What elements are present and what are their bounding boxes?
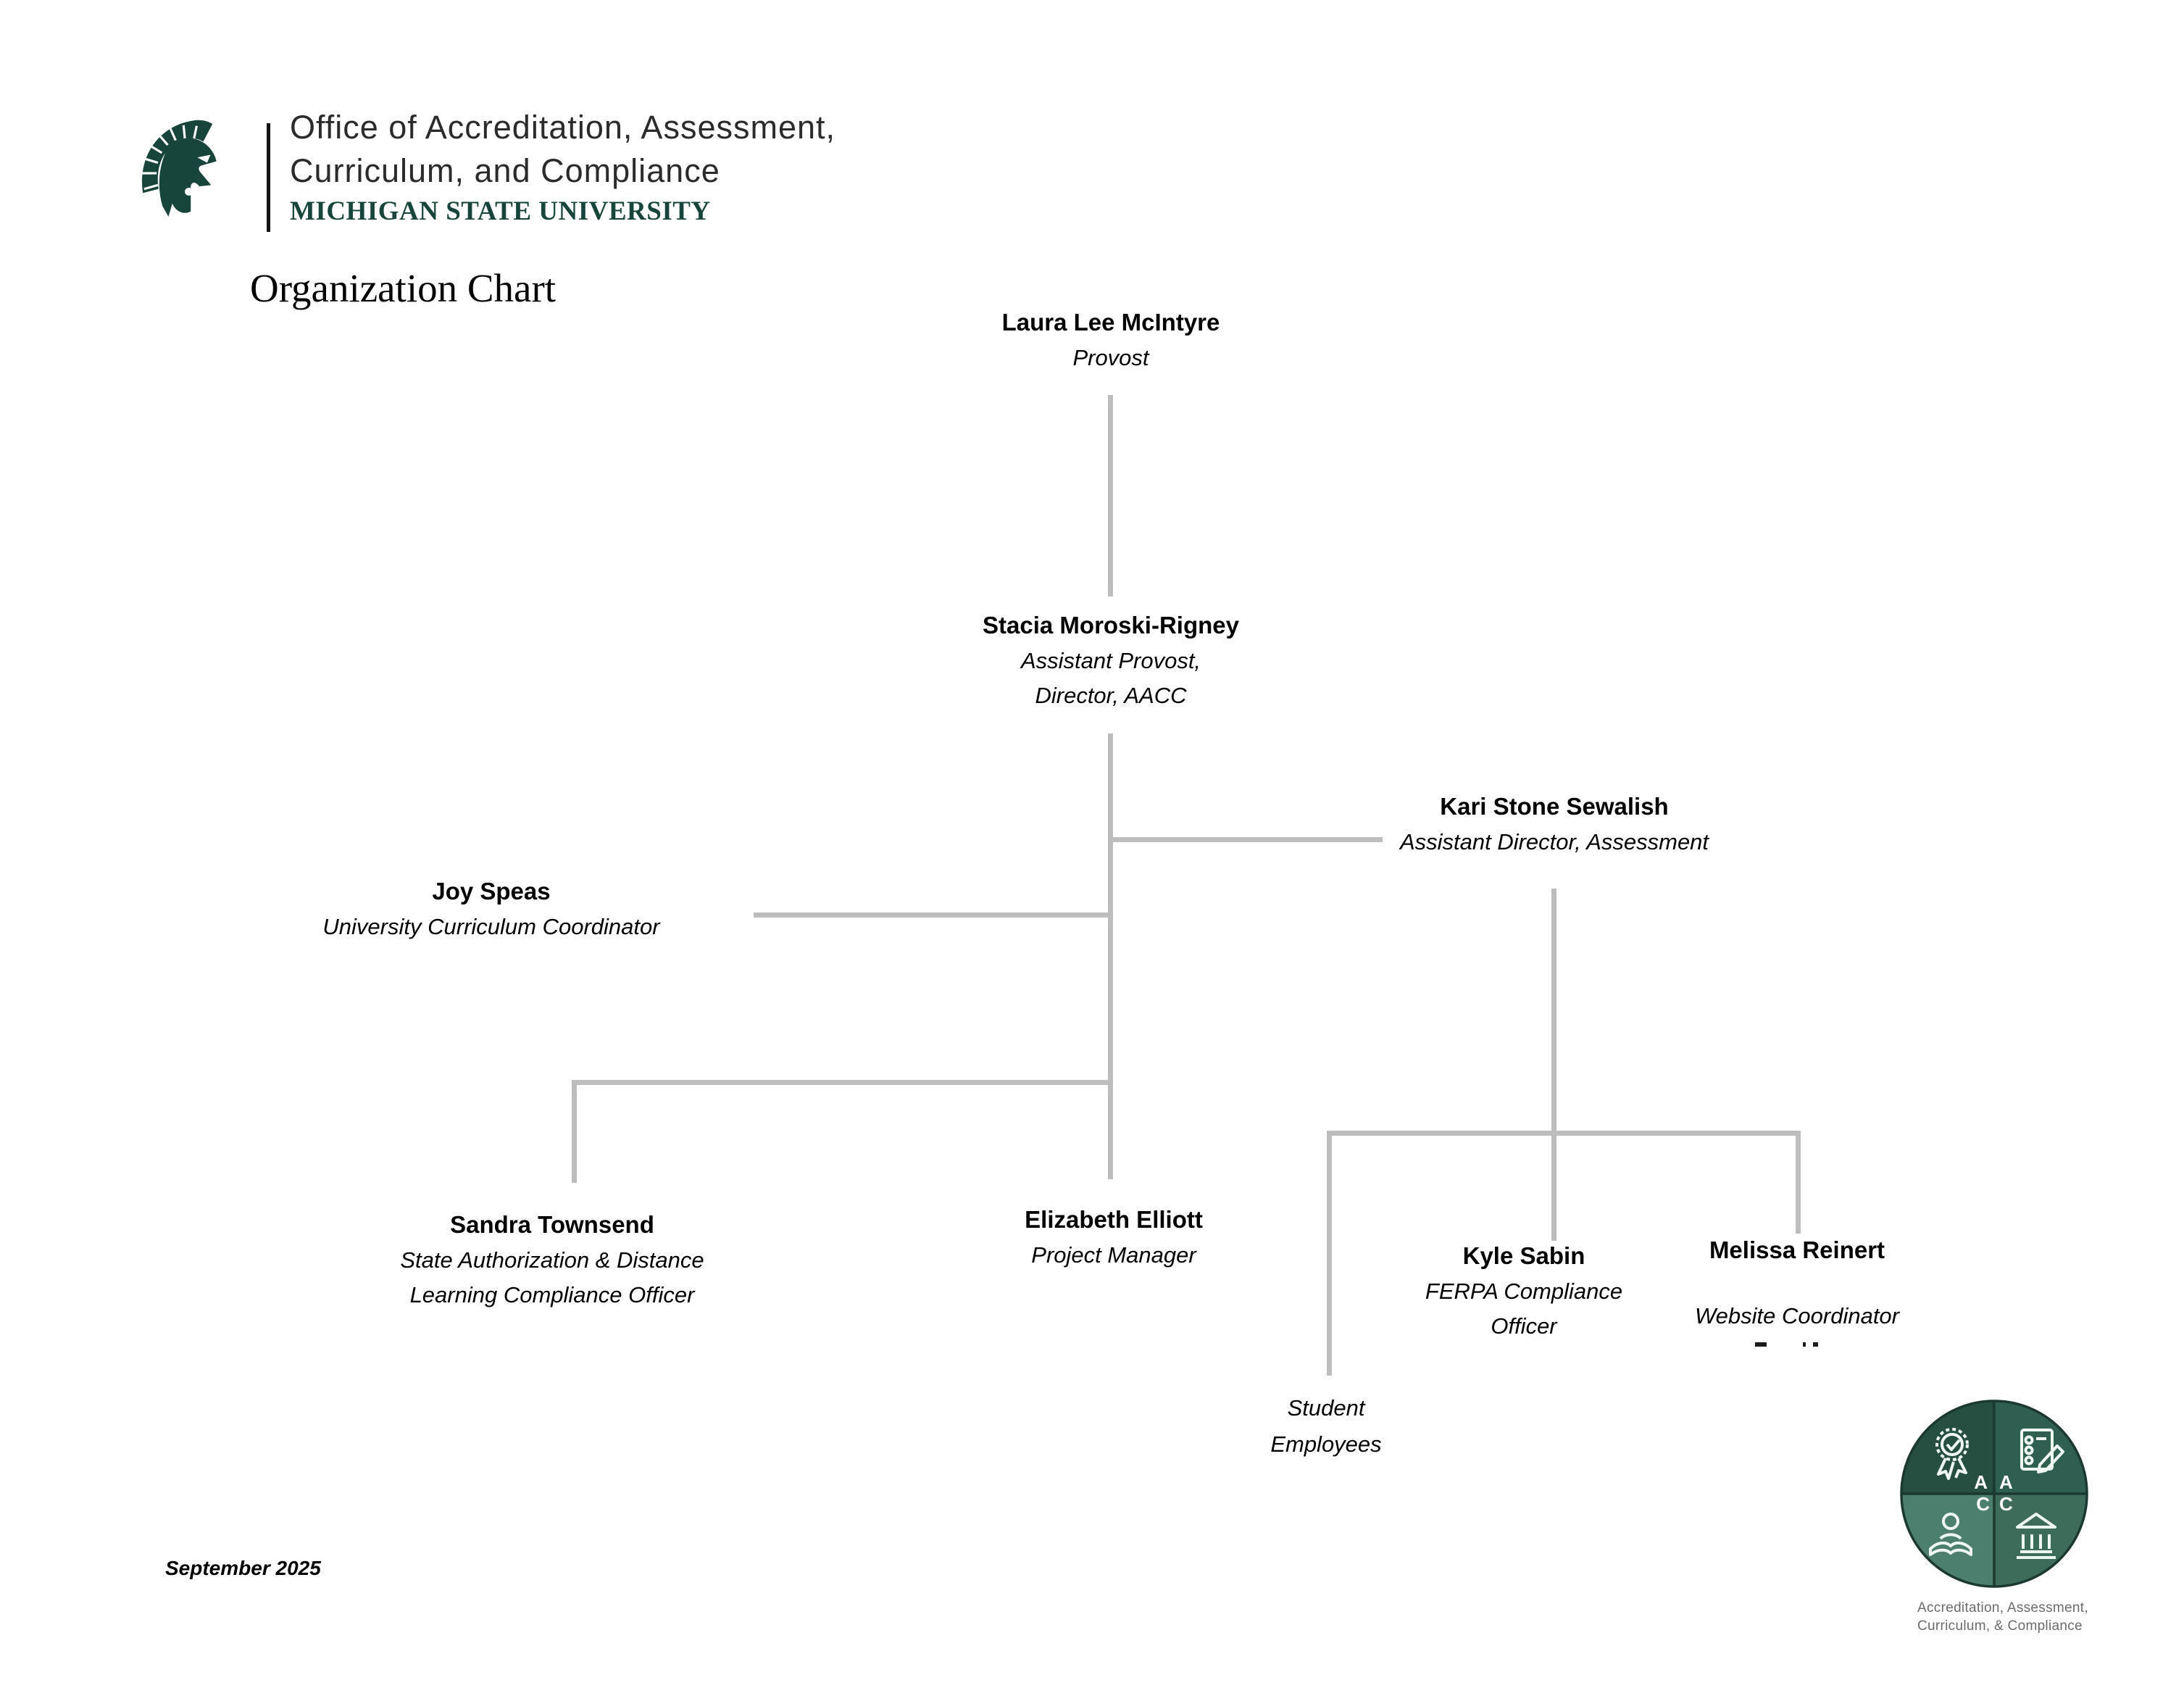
- person-role: Website Coordinator: [1694, 1303, 1899, 1329]
- org-node-director: [857, 607, 1364, 713]
- connector-to-state-auth: [572, 1080, 577, 1183]
- org-node-state-auth: [299, 1207, 806, 1313]
- logo-letter-c2: C: [1999, 1493, 2013, 1515]
- person-role: University Curriculum Coordinator: [322, 914, 660, 939]
- person-role: Director, AACC: [1035, 683, 1187, 708]
- person-role: Provost: [1072, 345, 1149, 370]
- connector-assessment-children: [1327, 1131, 1801, 1136]
- university-name: MICHIGAN STATE UNIVERSITY: [290, 196, 711, 226]
- connector-to-website: [1796, 1131, 1801, 1234]
- person-name: Kari Stone Sewalish: [1440, 793, 1669, 820]
- person-role: FERPA Compliance: [1425, 1279, 1623, 1304]
- clipped-text-fragment: [1755, 1342, 1842, 1348]
- connector-left-children: [572, 1080, 1113, 1085]
- caption-line1: Accreditation, Assessment,: [1917, 1600, 2088, 1616]
- caption-line2: Curriculum, & Compliance: [1917, 1618, 2083, 1634]
- person-name: Laura Lee McIntyre: [1001, 309, 1220, 336]
- logo-letter-c1: C: [1976, 1493, 1990, 1515]
- org-node-provost: [857, 304, 1364, 375]
- org-node-assessment: [1264, 789, 1844, 860]
- person-role: Assistant Director, Assessment: [1399, 829, 1709, 855]
- person-role: State Authorization & Distance: [400, 1247, 704, 1273]
- org-node-website: [1594, 1232, 2000, 1334]
- group-label: Student: [1287, 1395, 1365, 1421]
- person-name: Kyle Sabin: [1462, 1242, 1585, 1269]
- office-name-line2: Curriculum, and Compliance: [290, 152, 720, 189]
- group-label: Employees: [1270, 1431, 1382, 1457]
- date-label: September 2025: [165, 1557, 321, 1579]
- aacc-quadrant-logo: [1900, 1400, 2088, 1588]
- person-role: Learning Compliance Officer: [409, 1282, 695, 1307]
- logo-letter-a2: A: [1999, 1471, 2013, 1493]
- logo-letter-a1: A: [1974, 1471, 1988, 1493]
- person-role: Assistant Provost,: [1020, 648, 1201, 673]
- person-name: Joy Speas: [432, 878, 551, 905]
- org-node-curriculum: [201, 873, 781, 944]
- person-name: Elizabeth Elliott: [1025, 1206, 1203, 1233]
- org-node-student-employees: [1203, 1390, 1449, 1463]
- person-name: Sandra Townsend: [450, 1211, 654, 1238]
- person-role: Project Manager: [1031, 1242, 1196, 1268]
- connector-provost-director: [1108, 395, 1113, 596]
- connector-to-curriculum: [754, 912, 1113, 918]
- person-name: Stacia Moroski-Rigney: [983, 612, 1239, 639]
- person-name: Melissa Reinert: [1709, 1236, 1885, 1263]
- person-role: Officer: [1491, 1313, 1557, 1339]
- office-name-line1: Office of Accreditation, Assessment,: [290, 109, 836, 146]
- connector-assessment-stem: [1551, 889, 1556, 1241]
- connector-to-students: [1327, 1131, 1332, 1376]
- page-title: Organization Chart: [250, 266, 557, 310]
- org-node-project-manager: [911, 1202, 1317, 1273]
- connector-director-stem: [1108, 733, 1113, 1179]
- header-divider: [267, 123, 270, 232]
- aacc-logo-caption: [1917, 1599, 2088, 1635]
- msu-spartan-helmet-icon: [136, 107, 235, 239]
